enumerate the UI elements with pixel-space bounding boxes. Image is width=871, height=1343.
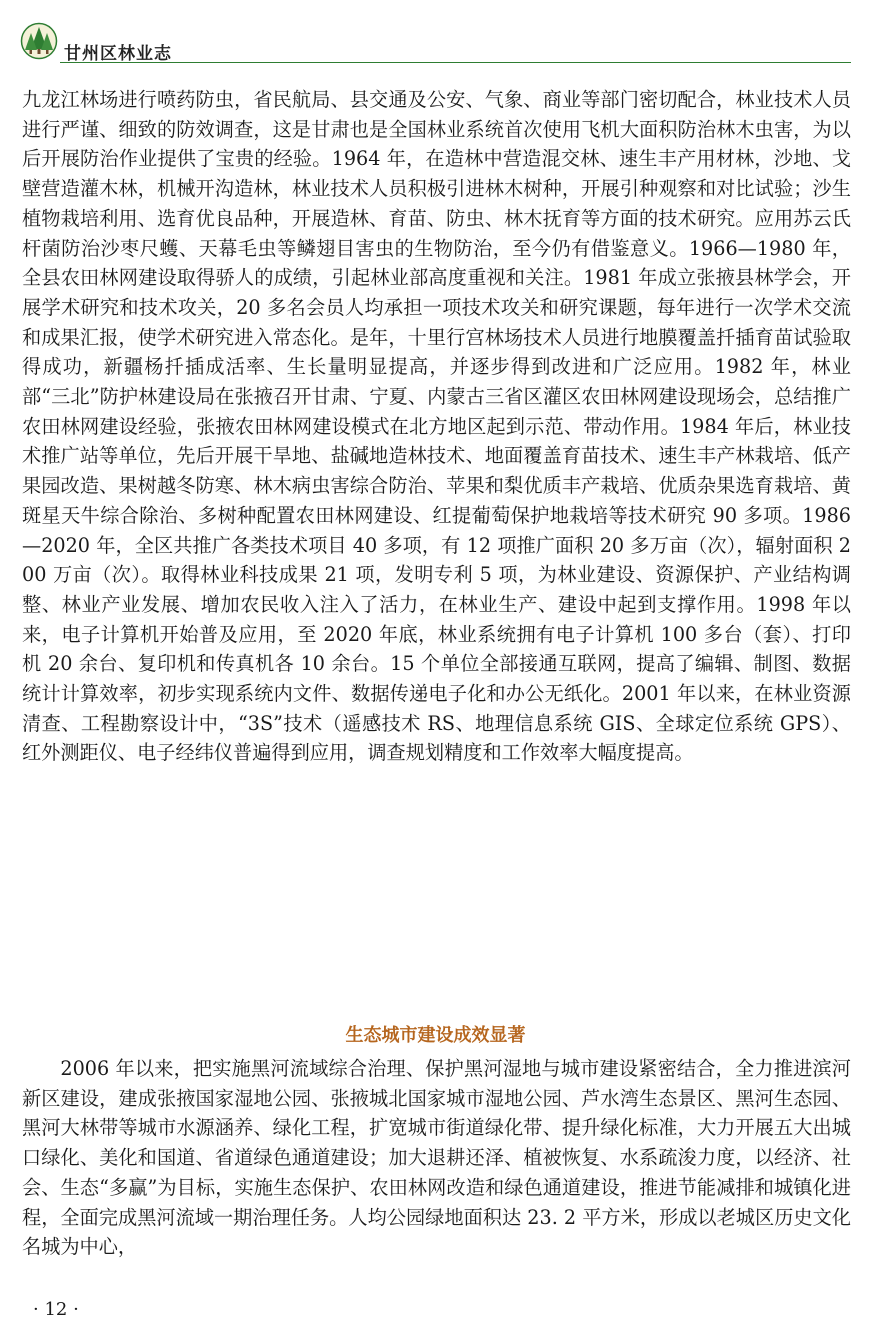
book-title: 甘州区林业志	[64, 44, 172, 64]
section-heading: 生态城市建设成效显著	[345, 1025, 526, 1046]
page-header	[20, 22, 851, 64]
header-rule	[60, 62, 851, 63]
body-paragraph-1: 九龙江林场进行喷药防虫，省民航局、县交通及公安、气象、商业等部门密切配合，林业技术人员进行严谨、细致的防效调查，这是甘肃也是全国林业系统首次使用飞机大面积防治林木虫害，为以后开展防治作业提供了宝贵的经验。1964 年，在造林中营造混交林、速生丰产用材林，沙地、戈壁营造灌木林，机械开沟造林，林业技术人员积极引进林木树种，开展引种观察和对比试验；沙生植物栽培利用、选育优良品种，开展造林、育苗、防虫、林木抚育等方面的技术研究。应用苏云氏杆菌防治沙枣尺蠖、天幕毛虫等鳞翅目害虫的生物防治，至今仍有借鉴意义。1966—1980 年，全县农田林网建设取得骄人的成绩，引起林业部高度重视和关注。1981 年成立张掖县林学会，开展学术研究和技术攻关，20 多名会员人均承担一项技术攻关和研究课题，每年进行一次学术交流和成果汇报，使学术研究进入常态化。是年，十里行宫林场技术人员进行地膜覆盖扦插育苗试验取得成功，新疆杨扦插成活率、生长量明显提高，并逐步得到改进和广泛应用。1982 年，林业部“三北”防护林建设局在张掖召开甘肃、宁夏、内蒙古三省区灌区农田林网建设现场会，总结推广农田林网建设经验，张掖农田林网建设模式在北方地区起到示范、带动作用。1984 年后，林业技术推广站等单位，先后开展干旱地、盐碱地造林技术、地面覆盖育苗技术、速生丰产林栽培、低产果园改造、果树越冬防寒、林木病虫害综合防治、苹果和梨优质丰产栽培、优质杂果选育栽培、黄斑星天牛综合除治、多树种配置农田林网建设、红提葡萄保护地栽培等技术研究 90 多项。1986—2020 年，全区共推广各类技术项目 40 多项，有 12 项推广面积 20 多万亩（次），辐射面积 200 万亩（次）。取得林业科技成果 21 项，发明专利 5 项，为林业建设、资源保护、产业结构调整、林业产业发展、增加农民收入注入了活力，在林业生产、建设中起到支撑作用。1998 年以来，电子计算机开始普及应用，至 2020 年底，林业系统拥有电子计算机 100 多台（套）、打印机 20 余台、复印机和传真机各 10 余台。15 个单位全部接通互联网，提高了编辑、制图、数据统计计算效率，初步实现系统内文件、数据传递电子化和办公无纸化。2001 年以来，在林业资源清查、工程勘察设计中，“3S”技术（遥感技术 RS、地理信息系统 GIS、全球定位系统 GPS）、红外测距仪、电子经纬仪普遍得到应用，调查规划精度和工作效率大幅度提高。	[22, 88, 851, 765]
forest-tree-logo-icon	[20, 22, 58, 60]
page-number: · 12 ·	[33, 1299, 79, 1320]
body-paragraph-2: 2006 年以来，把实施黑河流域综合治理、保护黑河湿地与城市建设紧密结合，全力推进滨河新区建设，建成张掖国家湿地公园、张掖城北国家城市湿地公园、芦水湾生态景区、黑河生态园、黑河大林带等城市水源涵养、绿化工程，扩宽城市街道绿化带、提升绿化标准，大力开展五大出城口绿化、美化和国道、省道绿色通道建设；加大退耕还泽、植被恢复、水系疏浚力度，以经济、社会、生态“多赢”为目标，实施生态保护、农田林网改造和绿色通道建设，推进节能减排和城镇化进程，全面完成黑河流域一期治理任务。人均公园绿地面积达 23. 2 平方米，形成以老城区历史文化名城为中心，	[22, 1057, 851, 1259]
